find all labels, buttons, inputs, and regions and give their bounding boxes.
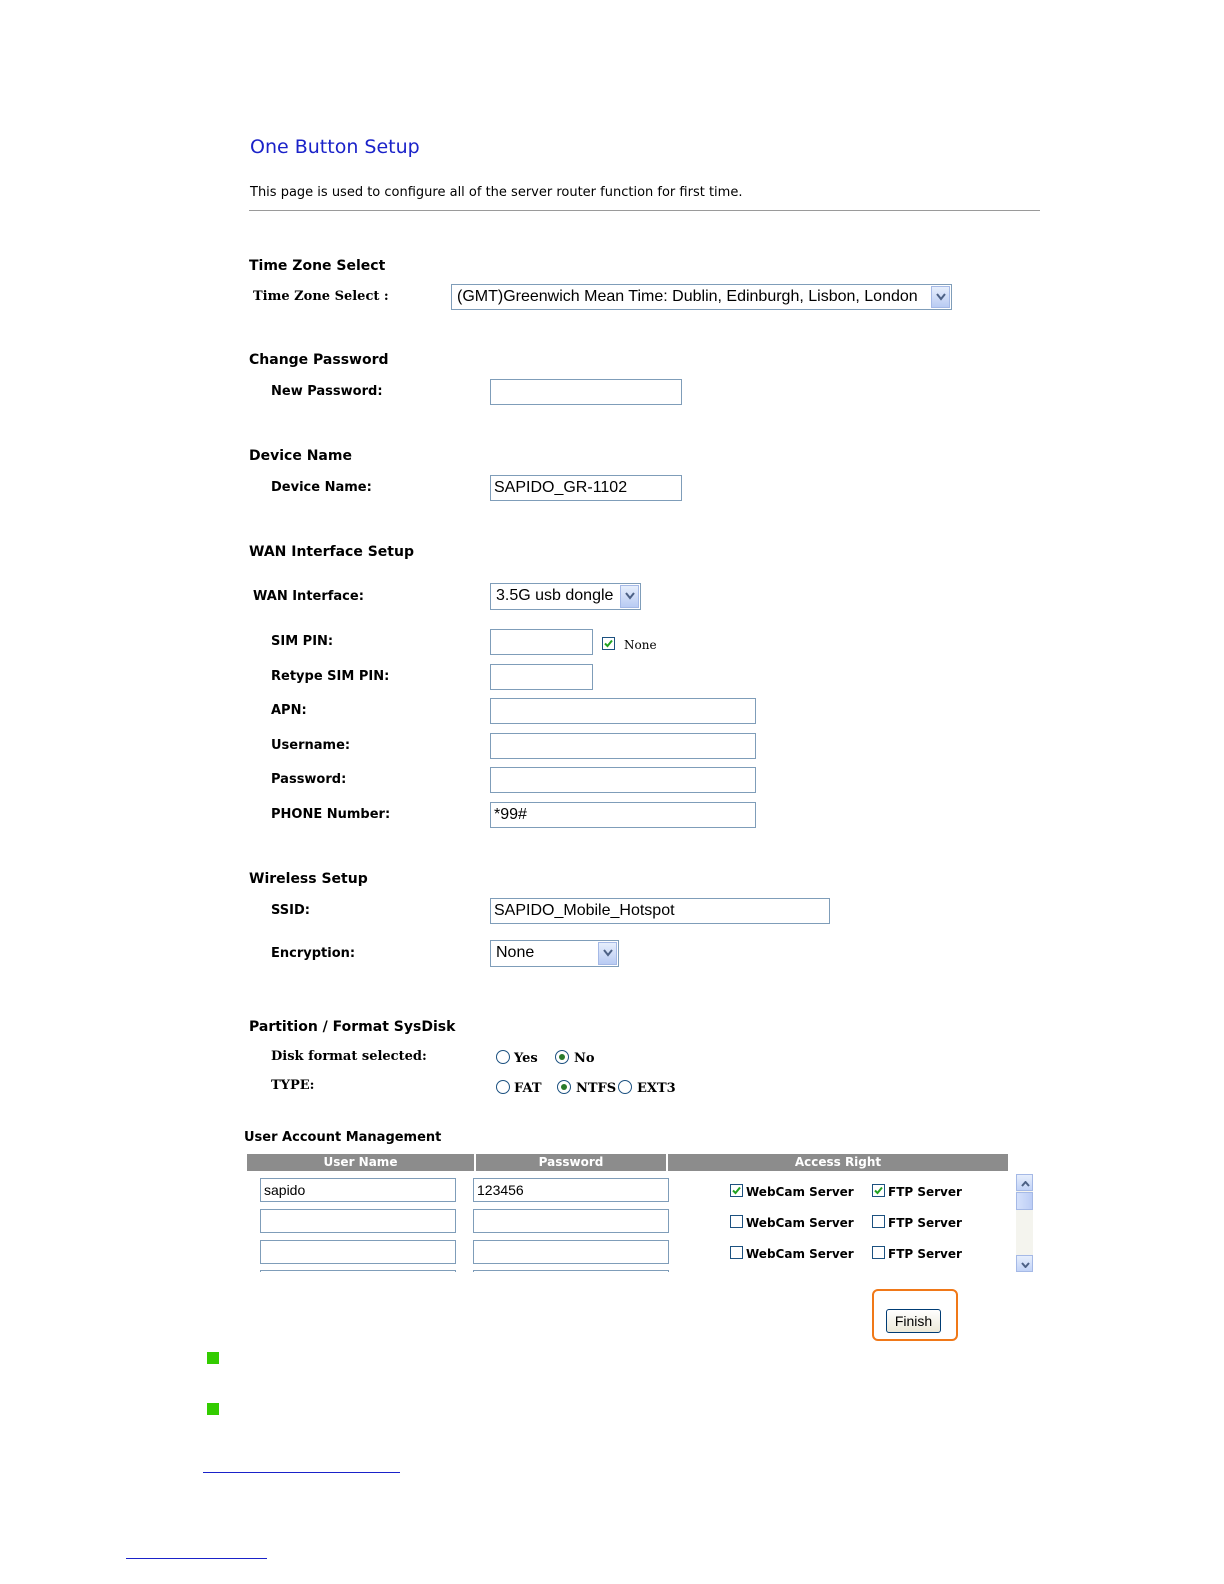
apn-label: APN: [271, 703, 307, 718]
sim-pin-none-label: None [624, 638, 657, 652]
user-name-input[interactable] [260, 1240, 456, 1264]
ftp-label: FTP Server [888, 1216, 962, 1230]
username-label: Username: [271, 738, 351, 753]
new-password-label: New Password: [271, 384, 383, 399]
ssid-input[interactable]: SAPIDO_Mobile_Hotspot [490, 898, 830, 924]
section-change-password: Change Password [249, 352, 389, 368]
retype-sim-pin-label: Retype SIM PIN: [271, 669, 390, 684]
webcam-label: WebCam Server [746, 1216, 854, 1230]
type-label: TYPE: [271, 1078, 315, 1093]
type-ext3-label: EXT3 [637, 1081, 676, 1096]
sim-pin-none-checkbox[interactable] [602, 637, 615, 650]
scroll-down-icon[interactable] [1016, 1255, 1033, 1272]
checkmark-icon [874, 1186, 883, 1195]
wan-interface-value: 3.5G usb dongle [496, 587, 614, 604]
webcam-label: WebCam Server [746, 1247, 854, 1261]
type-ntfs-radio[interactable] [557, 1080, 571, 1094]
section-device-name: Device Name [249, 448, 352, 464]
time-zone-label: Time Zone Select : [253, 289, 389, 304]
ftp-label: FTP Server [888, 1185, 962, 1199]
col-header-access-right: Access Right [668, 1154, 1008, 1171]
section-wireless-setup: Wireless Setup [249, 871, 368, 887]
ftp-checkbox[interactable] [872, 1184, 885, 1197]
user-table-body [247, 1176, 1009, 1272]
user-name-input[interactable]: sapido [260, 1178, 456, 1202]
disk-format-no-label: No [574, 1051, 595, 1066]
user-password-input[interactable] [473, 1270, 669, 1272]
user-password-input[interactable] [473, 1209, 669, 1233]
chevron-down-icon[interactable] [598, 942, 617, 965]
col-header-password: Password [476, 1154, 666, 1171]
chevron-down-icon[interactable] [620, 585, 639, 608]
disk-format-yes-radio[interactable] [496, 1050, 510, 1064]
divider [249, 210, 1040, 211]
underline-rule [126, 1558, 267, 1559]
disk-format-yes-label: Yes [514, 1051, 538, 1066]
section-time-zone: Time Zone Select [249, 258, 386, 274]
ftp-checkbox[interactable] [872, 1246, 885, 1259]
checkmark-icon [604, 639, 613, 648]
encryption-value: None [496, 944, 535, 961]
wan-password-input[interactable] [490, 767, 756, 793]
type-fat-label: FAT [514, 1081, 542, 1096]
user-password-input[interactable] [473, 1240, 669, 1264]
phone-number-label: PHONE Number: [271, 807, 391, 822]
phone-number-input[interactable]: *99# [490, 802, 756, 828]
apn-input[interactable] [490, 698, 756, 724]
device-name-input[interactable]: SAPIDO_GR-1102 [490, 475, 682, 501]
wan-interface-label: WAN Interface: [253, 589, 364, 604]
retype-sim-pin-input[interactable] [490, 664, 593, 690]
wan-password-label: Password: [271, 772, 347, 787]
chevron-down-icon[interactable] [931, 286, 950, 308]
encryption-select[interactable] [490, 940, 619, 967]
user-name-input[interactable] [260, 1270, 456, 1272]
section-user-accounts: User Account Management [244, 1130, 442, 1145]
page-title: One Button Setup [250, 136, 420, 158]
underline-rule [203, 1472, 400, 1473]
bullet-marker [207, 1352, 219, 1364]
new-password-input[interactable] [490, 379, 682, 405]
webcam-label: WebCam Server [746, 1185, 854, 1199]
checkmark-icon [732, 1186, 741, 1195]
section-wan-interface: WAN Interface Setup [249, 544, 414, 560]
type-ntfs-label: NTFS [576, 1081, 617, 1096]
bullet-marker [207, 1403, 219, 1415]
section-partition-format: Partition / Format SysDisk [249, 1019, 456, 1035]
type-fat-radio[interactable] [496, 1080, 510, 1094]
webcam-checkbox[interactable] [730, 1215, 743, 1228]
webcam-checkbox[interactable] [730, 1246, 743, 1259]
user-name-input[interactable] [260, 1209, 456, 1233]
disk-format-no-radio[interactable] [555, 1050, 569, 1064]
finish-button[interactable]: Finish [886, 1309, 941, 1333]
user-table-scrollbar[interactable] [1016, 1174, 1033, 1272]
page-description: This page is used to configure all of the server router function for first time. [250, 185, 743, 200]
sim-pin-input[interactable] [490, 629, 593, 655]
disk-format-label: Disk format selected: [271, 1049, 427, 1064]
wan-interface-select[interactable] [490, 583, 641, 610]
sim-pin-label: SIM PIN: [271, 634, 334, 649]
webcam-checkbox[interactable] [730, 1184, 743, 1197]
time-zone-value: (GMT)Greenwich Mean Time: Dublin, Edinburgh, Lisbon, London [457, 288, 918, 305]
scroll-up-icon[interactable] [1016, 1174, 1033, 1191]
ftp-label: FTP Server [888, 1247, 962, 1261]
encryption-label: Encryption: [271, 946, 356, 961]
col-header-user-name: User Name [247, 1154, 474, 1171]
type-ext3-radio[interactable] [618, 1080, 632, 1094]
user-password-input[interactable]: 123456 [473, 1178, 669, 1202]
time-zone-select[interactable] [451, 284, 952, 310]
ftp-checkbox[interactable] [872, 1215, 885, 1228]
ssid-label: SSID: [271, 903, 310, 918]
scroll-thumb[interactable] [1016, 1192, 1033, 1210]
device-name-label: Device Name: [271, 480, 372, 495]
username-input[interactable] [490, 733, 756, 759]
